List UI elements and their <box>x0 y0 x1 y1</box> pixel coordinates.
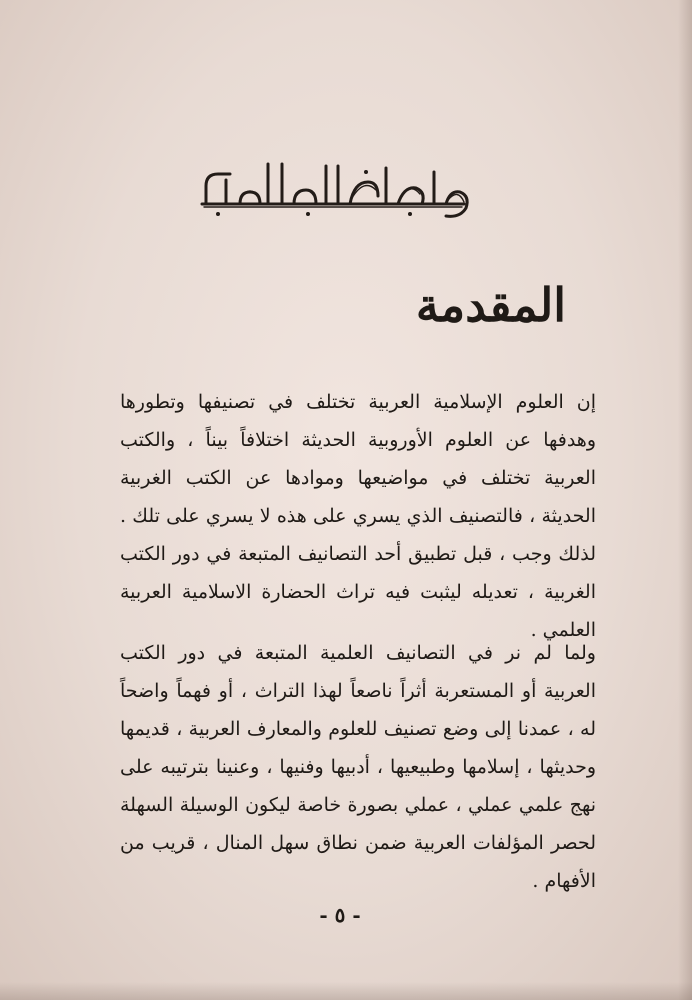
basmala-text <box>0 172 692 173</box>
paragraph-2: ولما لم نر في التصانيف العلمية المتبعة في دور الكتب العربية أو المستعربة أثراً ناصعاً لهذا التراث ، أو فهماً واضحاً له ، عمدنا إلى وضع تصنيف للعلوم والمعارف العربية ، قديمها وحديثها ، إسلامها وطبيعيها ، أدبيها وفنيها ، وعنينا بترتيبه على نهج علمي عملي ، عملي بصورة خاصة ليكون الوسيلة السهلة لحصر المؤلفات العربية ضمن نطاق سهل المنال ، قريب من الأفهام . <box>120 642 596 892</box>
page-edge-shadow <box>678 0 692 1000</box>
page-title: المقدمة <box>415 278 566 332</box>
page-number: - ٥ - <box>319 903 361 927</box>
basmala-calligraphy <box>196 152 486 222</box>
page-bottom-shadow <box>0 982 692 1000</box>
paragraph-1: إن العلوم الإسلامية العربية تختلف في تصنيفها وتطورها وهدفها عن العلوم الأوروبية الحديثة اختلافاً بيناً ، والكتب العربية تختلف في مواضيعها وموادها عن الكتب الغربية الحديثة ، فالتصنيف الذي يسري على هذه لا يسري على تلك . لذلك وجب ، قبل تطبيق أحد التصانيف المتبعة في دور الكتب الغربية ، تعديله ليثبت فيه تراث الحضارة الاسلامية العربية العلمي . <box>120 391 596 641</box>
